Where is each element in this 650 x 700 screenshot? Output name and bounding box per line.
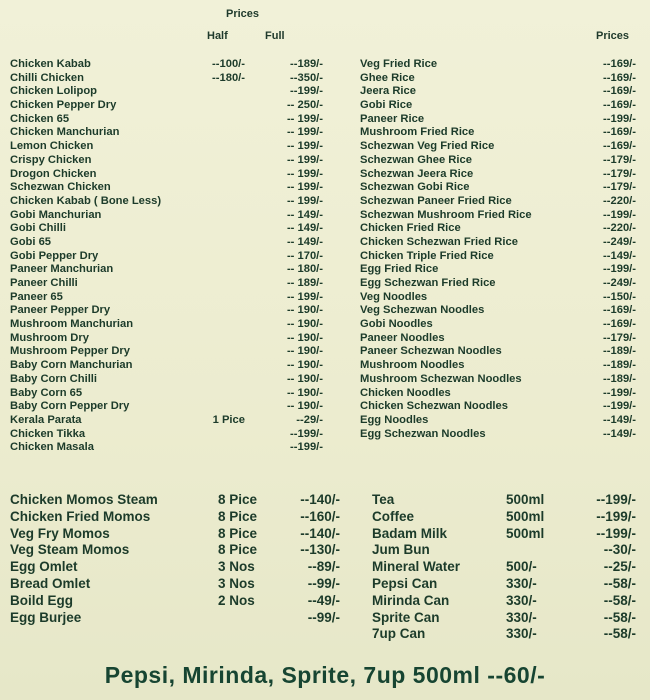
item-price: --169/- (603, 304, 636, 317)
item-name: Egg Fried Rice (360, 263, 439, 276)
menu-item (10, 576, 340, 593)
item-full-price: -- 199/- (286, 140, 323, 153)
menu-item (10, 593, 340, 610)
item-name: Chicken Lolipop (10, 85, 98, 98)
menu-item (372, 626, 636, 643)
menu-item (10, 526, 340, 543)
menu-item (360, 181, 636, 195)
item-price: --199/- (603, 386, 636, 399)
item-price: --169/- (603, 318, 636, 331)
item-full-price: --189/- (290, 58, 323, 70)
item-name: Schezwan Gobi Rice (360, 181, 470, 194)
item-name: Chicken Manchurian (10, 126, 120, 139)
item-name: Schezwan Chicken (10, 181, 111, 194)
menu-item (10, 509, 340, 526)
item-name: Veg Fried Rice (360, 58, 438, 70)
item-full-price: -- 189/- (286, 277, 323, 289)
item-name: Chicken Pepper Dry (10, 99, 117, 112)
menu-item (10, 542, 340, 559)
item-quantity: 330/- (506, 592, 537, 608)
item-quantity: 500/- (506, 559, 537, 575)
menu-item (360, 304, 636, 318)
item-price: --199/- (596, 525, 636, 541)
item-price: --179/- (603, 331, 636, 344)
item-name: Mushroom Schezwan Noodles (360, 372, 522, 385)
item-price: --58/- (603, 626, 636, 642)
menu-item (360, 209, 636, 223)
item-full-price: --199/- (290, 85, 323, 98)
starters-list (10, 58, 330, 455)
item-name: Chicken Tikka (10, 427, 86, 440)
item-price: --30/- (603, 542, 636, 558)
menu-item (10, 222, 330, 236)
item-quantity: 330/- (506, 626, 537, 642)
item-name: Mushroom Noodles (360, 359, 465, 372)
item-quantity: 500ml (506, 492, 545, 507)
menu-item (10, 387, 330, 401)
item-quantity: 8 Pice (218, 492, 258, 507)
menu-item (10, 414, 330, 428)
menu-item (360, 140, 636, 154)
item-quantity: 3 Nos (218, 559, 255, 575)
menu-item (360, 373, 636, 387)
item-name: Jum Bun (372, 542, 430, 558)
item-quantity: 8 Pice (218, 542, 258, 558)
item-price: --160/- (300, 508, 340, 524)
menu-item (360, 318, 636, 332)
item-name: Veg Steam Momos (10, 542, 130, 558)
menu-item (372, 593, 636, 610)
item-name: Gobi Noodles (360, 318, 433, 331)
item-full-price: --29/- (296, 413, 323, 426)
item-name: Gobi Chilli (10, 222, 66, 235)
menu-item (360, 414, 636, 428)
item-name: Drogon Chicken (10, 167, 97, 180)
item-name: Paneer Schezwan Noodles (360, 345, 502, 358)
menu-item (10, 209, 330, 223)
menu-item (360, 126, 636, 140)
menu-item (360, 428, 636, 442)
item-price: --130/- (300, 542, 340, 558)
item-half-price: --180/- (212, 71, 245, 84)
item-price: --99/- (307, 609, 340, 625)
item-price: --189/- (603, 345, 636, 358)
item-name: Egg Schezwan Fried Rice (360, 277, 496, 289)
item-full-price: -- 199/- (286, 126, 323, 139)
item-quantity: 330/- (506, 575, 537, 591)
menu-item (10, 318, 330, 332)
item-name: Paneer 65 (10, 290, 63, 303)
menu-item (360, 85, 636, 99)
item-full-price: -- 199/- (286, 112, 323, 125)
item-price: --169/- (603, 71, 636, 84)
item-name: Pepsi Can (372, 575, 438, 591)
menu-item (10, 126, 330, 140)
item-full-price: --350/- (290, 71, 323, 84)
item-full-price: -- 149/- (286, 235, 323, 248)
item-name: Schezwan Jeera Rice (360, 167, 474, 180)
menu-item (360, 99, 636, 113)
item-name: Chicken Fried Rice (360, 222, 461, 235)
item-price: --199/- (596, 492, 636, 507)
item-name: 7up Can (372, 626, 426, 642)
item-name: Tea (372, 492, 395, 507)
item-price: --189/- (603, 372, 636, 385)
item-price: --58/- (603, 575, 636, 591)
menu-item (360, 58, 636, 72)
item-name: Schezwan Ghee Rice (360, 153, 472, 166)
item-name: Gobi Rice (360, 99, 413, 112)
item-price: --199/- (603, 400, 636, 413)
menu-item (10, 99, 330, 113)
full-label: Full (265, 30, 285, 42)
item-full-price: -- 199/- (286, 167, 323, 180)
item-price: --169/- (603, 126, 636, 139)
item-full-price: -- 180/- (286, 263, 323, 276)
menu-item (360, 400, 636, 414)
menu-item (10, 58, 330, 72)
item-name: Veg Noodles (360, 290, 428, 303)
item-name: Baby Corn Pepper Dry (10, 400, 130, 413)
menu-item (360, 250, 636, 264)
item-price: --149/- (603, 413, 636, 426)
item-name: Baby Corn Chilli (10, 372, 98, 385)
item-quantity: 330/- (506, 609, 537, 625)
item-price: --189/- (603, 359, 636, 372)
item-price: --169/- (603, 85, 636, 98)
item-name: Paneer Manchurian (10, 263, 114, 276)
item-name: Coffee (372, 508, 415, 524)
item-price: --220/- (603, 222, 636, 235)
menu-item (360, 222, 636, 236)
prices-label-left: Prices (226, 8, 260, 20)
menu-item (10, 236, 330, 250)
item-full-price: -- 250/- (286, 99, 323, 112)
item-quantity: 500ml (506, 525, 545, 541)
menu-item (372, 509, 636, 526)
item-name: Paneer Rice (360, 112, 425, 125)
item-price: --149/- (603, 427, 636, 440)
item-name: Mineral Water (372, 559, 461, 575)
item-name: Sprite Can (372, 609, 440, 625)
item-price: --150/- (603, 290, 636, 303)
item-name: Chicken Triple Fried Rice (360, 249, 494, 262)
item-full-price: -- 149/- (286, 208, 323, 221)
item-price: --99/- (307, 575, 340, 591)
item-price: --179/- (603, 167, 636, 180)
menu-item (10, 359, 330, 373)
item-price: --220/- (603, 194, 636, 207)
item-price: --25/- (603, 559, 636, 575)
menu-item (10, 559, 340, 576)
item-name: Jeera Rice (360, 85, 416, 98)
menu-item (10, 263, 330, 277)
menu-item (360, 154, 636, 168)
item-price: --249/- (603, 277, 636, 289)
menu-item (10, 85, 330, 99)
item-price: --169/- (603, 99, 636, 112)
menu-item (10, 181, 330, 195)
item-full-price: -- 170/- (286, 249, 323, 262)
item-price: --89/- (307, 559, 340, 575)
item-name: Schezwan Paneer Fried Rice (360, 194, 512, 207)
item-quantity: 3 Nos (218, 575, 255, 591)
item-full-price: -- 190/- (286, 304, 323, 317)
item-quantity: 2 Nos (218, 592, 255, 608)
rice-noodles-list (360, 58, 636, 441)
item-price: --179/- (603, 181, 636, 194)
soft-drinks-banner: Pepsi, Mirinda, Sprite, 7up 500ml --60/- (104, 662, 546, 688)
item-full-price: --199/- (290, 427, 323, 440)
item-name: Chicken Fried Momos (10, 508, 151, 524)
menu-item (360, 387, 636, 401)
item-name: Bread Omlet (10, 575, 91, 591)
item-name: Paneer Noodles (360, 331, 445, 344)
item-name: Chicken Schezwan Noodles (360, 400, 508, 413)
item-full-price: -- 199/- (286, 194, 323, 207)
item-price: --199/- (603, 112, 636, 125)
menu-item (10, 492, 340, 509)
menu-item (10, 332, 330, 346)
item-name: Egg Noodles (360, 413, 429, 426)
item-price: --169/- (603, 58, 636, 70)
item-quantity: 8 Pice (218, 525, 258, 541)
item-name: Schezwan Veg Fried Rice (360, 140, 495, 153)
menu-item (10, 277, 330, 291)
item-name: Ghee Rice (360, 71, 415, 84)
item-price: --199/- (603, 208, 636, 221)
item-name: Chicken Kabab ( Bone Less) (10, 194, 162, 207)
item-name: Gobi Pepper Dry (10, 249, 99, 262)
item-price: --58/- (603, 592, 636, 608)
menu-item (10, 250, 330, 264)
item-full-price: -- 190/- (286, 372, 323, 385)
beverages-list (372, 492, 636, 643)
item-name: Baby Corn Manchurian (10, 359, 133, 372)
menu-item (10, 304, 330, 318)
item-quantity: 8 Pice (218, 508, 258, 524)
menu-item (10, 113, 330, 127)
item-price: --169/- (603, 140, 636, 153)
item-name: Mushroom Pepper Dry (10, 345, 130, 358)
menu-item (360, 332, 636, 346)
item-price: --49/- (307, 592, 340, 608)
menu-item (372, 576, 636, 593)
menu-item (360, 113, 636, 127)
item-full-price: -- 190/- (286, 345, 323, 358)
item-name: Chicken Noodles (360, 386, 451, 399)
item-half-price: 1 Pice (212, 413, 245, 426)
item-name: Egg Burjee (10, 609, 82, 625)
item-full-price: -- 190/- (286, 331, 323, 344)
menu-item (10, 154, 330, 168)
item-name: Chilli Chicken (10, 71, 84, 84)
item-name: Gobi 65 (10, 235, 52, 248)
item-price: --199/- (596, 508, 636, 524)
item-name: Boild Egg (10, 592, 73, 608)
menu-item (360, 72, 636, 86)
item-price: --149/- (603, 249, 636, 262)
item-full-price: -- 199/- (286, 181, 323, 194)
item-name: Chicken Masala (10, 441, 94, 454)
item-name: Chicken 65 (10, 112, 70, 125)
menu-item (10, 428, 330, 442)
menu-item (10, 72, 330, 86)
item-name: Egg Schezwan Noodles (360, 427, 486, 440)
item-full-price: -- 199/- (286, 290, 323, 303)
item-price: --179/- (603, 153, 636, 166)
item-name: Lemon Chicken (10, 140, 94, 153)
momos-eggs-list (10, 492, 340, 626)
menu-item (10, 345, 330, 359)
menu-item (360, 359, 636, 373)
menu-item (360, 236, 636, 250)
item-name: Veg Fry Momos (10, 525, 110, 541)
item-full-price: -- 190/- (286, 359, 323, 372)
item-name: Mushroom Manchurian (10, 318, 134, 331)
item-quantity: 500ml (506, 508, 545, 524)
item-name: Mushroom Fried Rice (360, 126, 475, 139)
menu-item (10, 140, 330, 154)
item-name: Gobi Manchurian (10, 208, 102, 221)
item-name: Mushroom Dry (10, 331, 89, 344)
item-name: Paneer Chilli (10, 277, 78, 289)
menu-item (10, 400, 330, 414)
menu-item (10, 168, 330, 182)
menu-item (10, 373, 330, 387)
item-full-price: -- 190/- (286, 318, 323, 331)
item-full-price: --199/- (290, 441, 323, 454)
menu-item (10, 291, 330, 305)
item-name: Veg Schezwan Noodles (360, 304, 485, 317)
menu-item (372, 526, 636, 543)
menu-item (10, 195, 330, 209)
menu-item (360, 291, 636, 305)
menu-item (10, 610, 340, 627)
item-name: Badam Milk (372, 525, 448, 541)
half-label: Half (207, 30, 228, 42)
menu-item (372, 559, 636, 576)
item-full-price: -- 199/- (286, 153, 323, 166)
item-price: --249/- (603, 235, 636, 248)
item-name: Schezwan Mushroom Fried Rice (360, 208, 532, 221)
item-name: Chicken Momos Steam (10, 492, 158, 507)
item-price: --58/- (603, 609, 636, 625)
item-price: --140/- (300, 525, 340, 541)
menu-item (360, 263, 636, 277)
item-name: Paneer Pepper Dry (10, 304, 111, 317)
item-name: Mirinda Can (372, 592, 450, 608)
menu-item (372, 610, 636, 627)
item-name: Egg Omlet (10, 559, 78, 575)
menu-item (372, 492, 636, 509)
item-name: Chicken Kabab (10, 58, 91, 70)
item-full-price: -- 190/- (286, 386, 323, 399)
menu-item (360, 277, 636, 291)
item-full-price: -- 190/- (286, 400, 323, 413)
item-name: Baby Corn 65 (10, 386, 83, 399)
menu-item (10, 441, 330, 455)
menu-item (360, 345, 636, 359)
item-full-price: -- 149/- (286, 222, 323, 235)
item-half-price: --100/- (212, 58, 245, 70)
menu-item (372, 542, 636, 559)
item-name: Chicken Schezwan Fried Rice (360, 235, 518, 248)
item-name: Crispy Chicken (10, 153, 92, 166)
menu-item (360, 168, 636, 182)
prices-label-right: Prices (596, 30, 630, 42)
item-price: --140/- (300, 492, 340, 507)
menu-item (360, 195, 636, 209)
item-price: --199/- (603, 263, 636, 276)
item-name: Kerala Parata (10, 413, 82, 426)
